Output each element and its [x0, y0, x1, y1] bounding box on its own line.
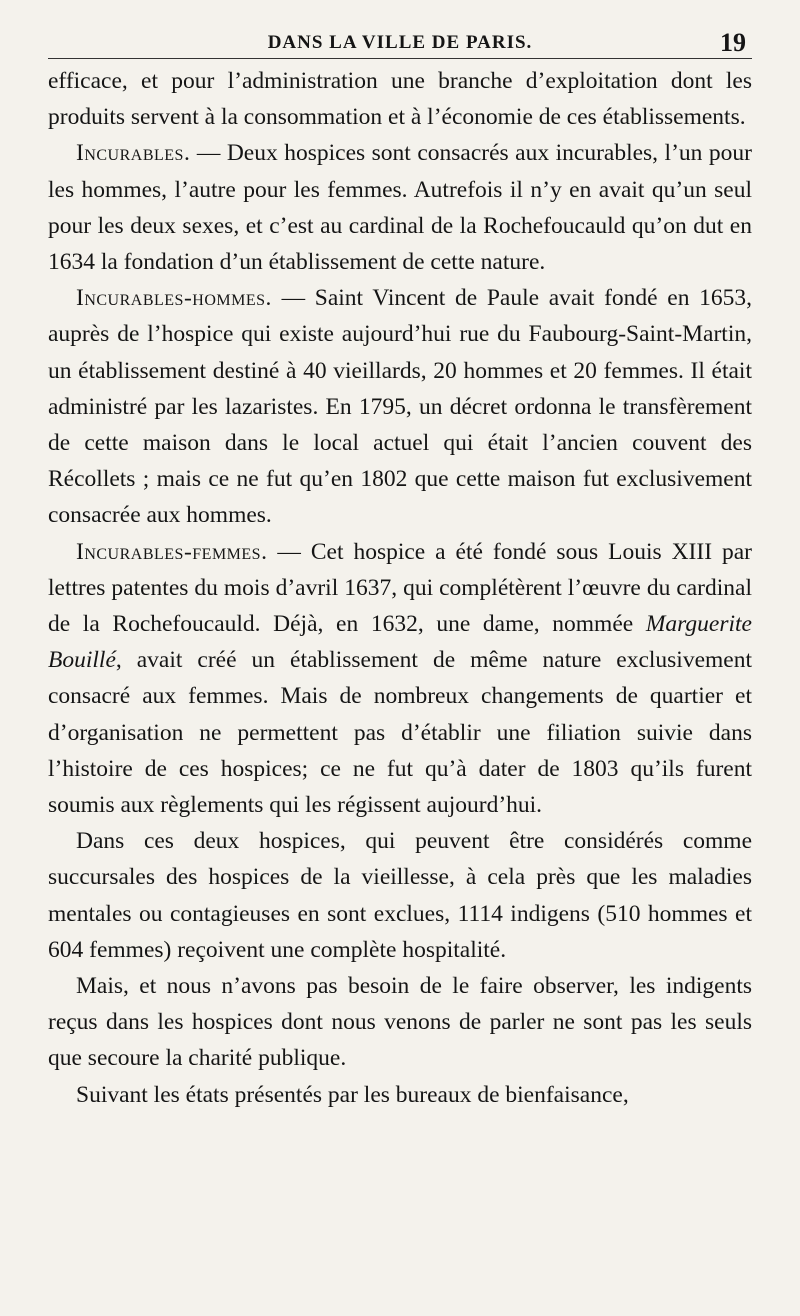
paragraph-text: Dans ces deux hospices, qui peuvent être considérés comme succursales des hospices de la vieillesse, à cela près que les maladies mentales ou contagieuses en sont exclues, 1114 indigens (510 hommes et 604 femmes) reçoivent une complète hospitalité. [48, 828, 752, 963]
paragraph-text: efficace, et pour l’administration une branche d’exploitation dont les produits servent à la consommation et à l’économie de ces établissements. [48, 68, 752, 131]
section-lead: Incurables. [76, 140, 191, 167]
section-lead: Incurables-femmes. [76, 538, 268, 565]
page-number: 19 [720, 28, 746, 57]
paragraph-text: — Saint Vincent de Paule avait fondé en 1653, auprès de l’hospice qui existe aujourd’hui rue du Faubourg-Saint-Martin, un établissement destiné à 40 vieillards, 20 hommes et 20 femmes. Il était administré par les lazaristes. En 1795, un décret ordonna le transfèrement de cette maison dans le local actuel qui était l’ancien couvent des Récollets ; mais ce ne fut qu’en 1802 que cette maison fut exclusivement consacrée aux hommes. [48, 285, 752, 529]
running-head [48, 28, 752, 59]
paragraph-text: — Deux hospices sont consacrés aux incurables, l’un pour les hommes, l’autre pour les femmes. Autrefois il n’y en avait qu’un seul pour les deux sexes, et c’est au cardinal de la Rochefoucauld qu’on dut en 1634 la fondation d’un établissement de cette nature. [48, 140, 752, 276]
paragraph-text: , avait créé un établissement de même nature exclusivement consacré aux femmes. Mais de nombreux changements de quartier et d’organisation ne permettent pas d’établir une filiation suivie dans l’histoire de ces hospices; ce ne fut qu’à dater de 1803 qu’ils furent soumis aux règlements qui les régissent aujourd’hui. [48, 647, 752, 819]
paragraph-incurables [48, 135, 752, 280]
running-title: DANS LA VILLE DE PARIS. [267, 32, 533, 53]
paragraph-deux-hospices [48, 823, 752, 968]
body-text [48, 63, 752, 1113]
paragraph-incurables-femmes [48, 534, 752, 824]
paragraph-text: — Cet hospice a été fondé sous Louis XIII par lettres patentes du mois d’avril 1637, qui complétèrent l’œuvre du cardinal de la Rochefoucauld. Déjà, en 1632, une dame, nommée [48, 538, 752, 638]
paragraph-continuation [48, 63, 752, 135]
section-lead: Incurables-hommes. [76, 285, 272, 312]
person-name: Marguerite Bouillé [48, 611, 752, 674]
paragraph-text: Mais, et nous n’avons pas besoin de le faire observer, les indigents reçus dans les hospices dont nous venons de parler ne sont pas les seuls que secoure la charité publique. [48, 973, 752, 1072]
paragraph-suivant [48, 1077, 752, 1113]
paragraph-text: Suivant les états présentés par les bureaux de bienfaisance, [76, 1081, 629, 1108]
paragraph-mais [48, 968, 752, 1077]
paragraph-incurables-hommes [48, 280, 752, 533]
